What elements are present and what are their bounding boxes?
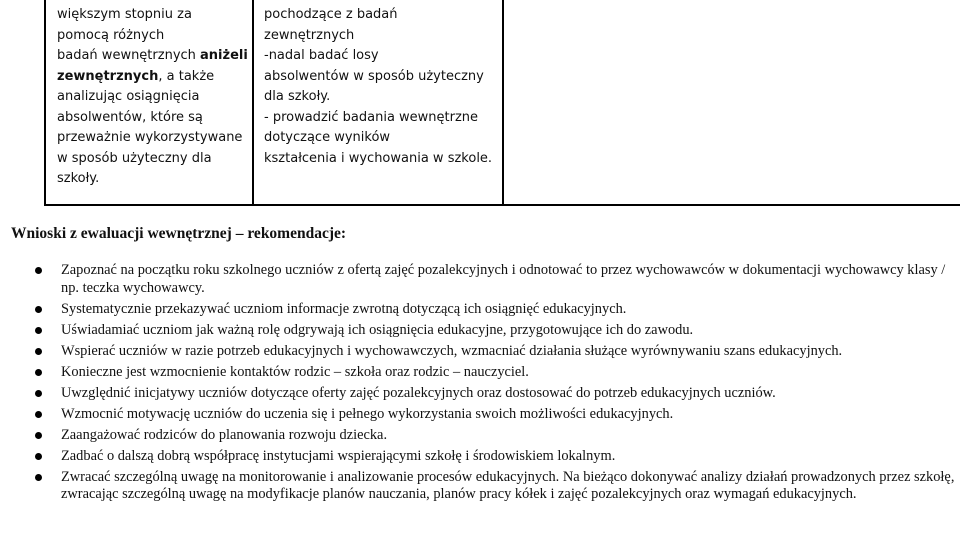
cell-line: absolwentów w sposób użyteczny: [264, 68, 484, 84]
bullet-icon: [35, 327, 42, 334]
cell-line: dla szkoły.: [264, 89, 331, 104]
bullet-icon: [35, 267, 42, 274]
cell-bold-text: zewnętrznych: [57, 68, 159, 84]
cell-line: większym stopniu za: [57, 7, 192, 22]
list-item: [0, 406, 960, 424]
cell-text: badań wewnętrznych: [57, 48, 201, 63]
evaluation-table: [44, 0, 960, 206]
bullet-icon: [35, 432, 42, 439]
cell-line: -nadal badać losy: [264, 48, 379, 63]
list-item-text: Wzmocnić motywację uczniów do uczenia się i pełnego wykorzystania swoich możliwości edukacyjnych.: [61, 405, 674, 422]
cell-line: [57, 67, 252, 88]
list-item-text: Zaangażować rodziców do planowania rozwoju dziecka.: [61, 426, 388, 443]
list-item: [0, 322, 960, 340]
bullet-icon: [35, 411, 42, 418]
list-item: [0, 343, 960, 361]
table-cell-empty: [504, 0, 960, 204]
list-item-text: Systematycznie przekazywać uczniom informacje zwrotną dotyczącą ich osiągnięć edukacyjnych.: [61, 300, 627, 317]
bullet-icon: [35, 453, 42, 460]
conclusions-heading: Wnioski z ewaluacji wewnętrznej – rekomendacje:: [11, 225, 347, 242]
cell-line: pochodzące z badań: [264, 7, 398, 22]
cell-line: w sposób użyteczny dla: [57, 150, 212, 166]
list-item: [0, 262, 960, 297]
bullet-icon: [35, 474, 42, 481]
cell-line: dotyczące wyników: [264, 130, 391, 145]
list-item: [0, 427, 960, 445]
cell-line: przeważnie wykorzystywane: [57, 130, 243, 145]
cell-line: kształcenia i wychowania w szkole.: [264, 150, 493, 166]
cell-line: - prowadzić badania wewnętrzne: [264, 109, 479, 125]
list-item: [0, 364, 960, 382]
cell-line: [57, 46, 252, 67]
list-item-text: Zapoznać na początku roku szkolnego uczniów z ofertą zajęć pozalekcyjnych i odnotować to przez wychowawców w dokumentacji wychowawcy klasy / np. teczka wychowawcy.: [61, 262, 946, 296]
bullet-icon: [35, 369, 42, 376]
list-item-text: Konieczne jest wzmocnienie kontaktów rodzic – szkoła oraz rodzic – nauczyciel.: [61, 363, 529, 380]
bullet-icon: [35, 306, 42, 313]
cell-bold-text: aniżeli: [200, 48, 248, 63]
list-item-text: Zadbać o dalszą dobrą współpracę instytucjami wspierającymi szkołę i środowiskiem lokalnym.: [61, 447, 616, 464]
bullet-icon: [35, 390, 42, 397]
table-cell-recommendations: [254, 0, 504, 204]
list-item: [0, 469, 960, 504]
table-cell-findings: [46, 0, 254, 204]
list-item: [0, 448, 960, 466]
cell-line: szkoły.: [57, 171, 100, 186]
list-item-text: Uświadamiać uczniom jak ważną rolę odgrywają ich osiągnięcia edukacyjne, przygotowujące ich do zawodu.: [61, 321, 694, 338]
cell-line: absolwentów, które są: [57, 109, 203, 125]
list-item: [0, 385, 960, 403]
list-item: [0, 301, 960, 319]
list-item-text: Uwzględnić inicjatywy uczniów dotyczące oferty zajęć pozalekcyjnych oraz dostosować do potrzeb edukacyjnych uczniów.: [61, 384, 776, 401]
list-item-text: Zwracać szczególną uwagę na monitorowanie i analizowanie procesów edukacyjnych. Na bieżąco dokonywać analizy działań prowadzonych przez szkołę, zwracając szczególną uwagę na modyfikacje planów nauczania, planów pracy kółek i zajęć pozalekcyjnych oraz wymagań edukacyjnych.: [61, 468, 955, 502]
cell-text: , a także: [158, 68, 215, 84]
cell-line: analizując osiągnięcia: [57, 89, 200, 104]
conclusions-list: [0, 262, 960, 507]
cell-line: zewnętrznych: [264, 27, 355, 43]
bullet-icon: [35, 348, 42, 355]
list-item-text: Wspierać uczniów w razie potrzeb edukacyjnych i wychowawczych, wzmacniać działania służące wyrównywaniu szans edukacyjnych.: [61, 342, 843, 359]
cell-line: pomocą różnych: [57, 27, 165, 43]
